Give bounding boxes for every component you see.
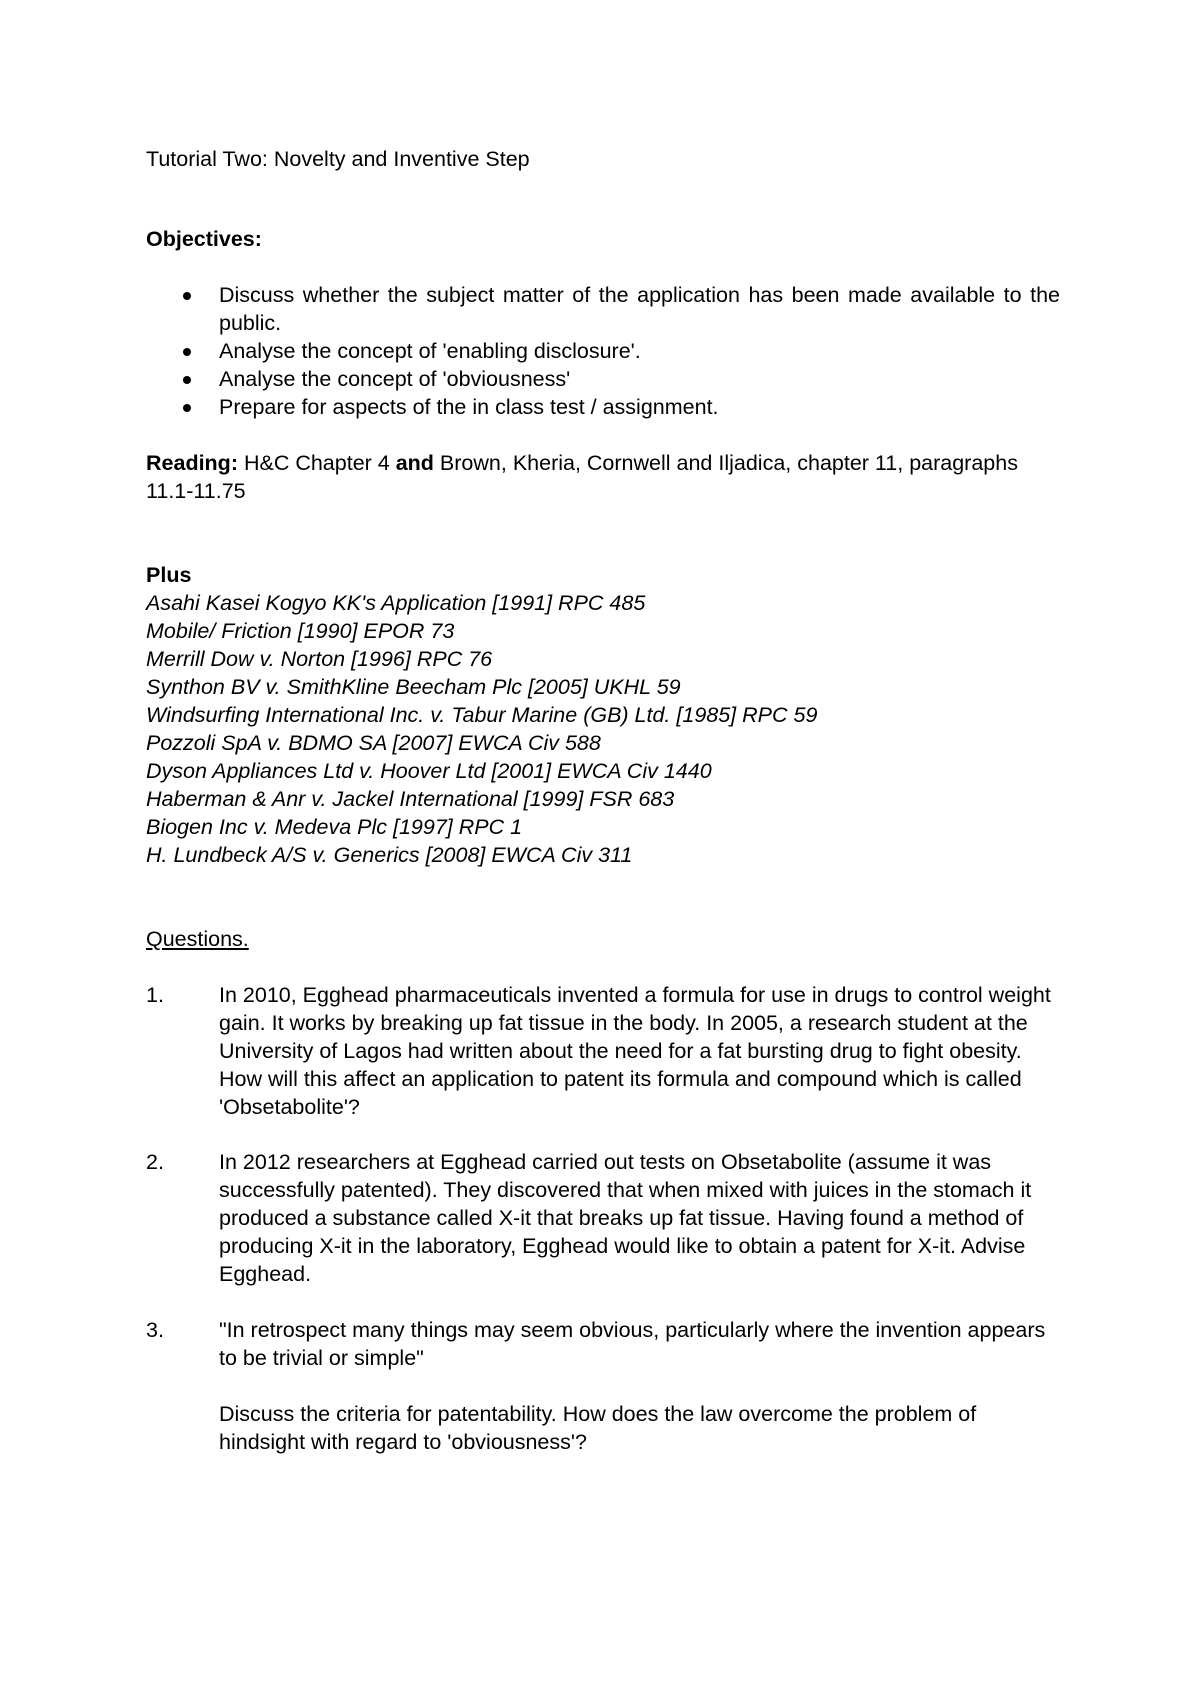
- objective-text: Discuss whether the subject matter of the application has been made available to the public.: [219, 283, 1060, 335]
- objective-text: Prepare for aspects of the in class test / assignment.: [219, 395, 719, 419]
- objectives-heading: Objectives:: [146, 227, 262, 251]
- case-citation: Merrill Dow v. Norton [1996] RPC 76: [146, 647, 493, 671]
- objective-text: Analyse the concept of 'obviousness': [219, 367, 571, 391]
- case-citation: Windsurfing International Inc. v. Tabur Marine (GB) Ltd. [1985] RPC 59: [146, 703, 818, 727]
- case-citation: Haberman & Anr v. Jackel International [1999] FSR 683: [146, 787, 675, 811]
- case-citation: H. Lundbeck A/S v. Generics [2008] EWCA Civ 311: [146, 843, 633, 867]
- objective-text: Analyse the concept of 'enabling disclosure'.: [219, 339, 641, 363]
- reading-text-part2: Brown, Kheria, Cornwell and Iljadica, chapter 11, paragraphs 11.1-11.75: [146, 451, 1018, 503]
- objective-item: [146, 337, 1060, 365]
- objectives-list: [146, 281, 1060, 421]
- case-citation: Biogen Inc v. Medeva Plc [1997] RPC 1: [146, 815, 523, 839]
- bullet-icon: [183, 404, 191, 412]
- bullet-icon: [183, 348, 191, 356]
- question-item: [146, 1316, 1060, 1456]
- objective-item: [146, 393, 1060, 421]
- questions-heading: Questions.: [146, 927, 249, 951]
- question-text: In 2010, Egghead pharmaceuticals invented a formula for use in drugs to control weight gain. It works by breaking up fat tissue in the body. In 2005, a research student at the University of Lagos had written about the need for a fat bursting drug to fight obesity. How will this affect an application to patent its formula and compound which is called 'Obsetabolite'?: [219, 983, 1051, 1119]
- case-citation: Synthon BV v. SmithKline Beecham Plc [2005] UKHL 59: [146, 675, 681, 699]
- case-citation: Mobile/ Friction [1990] EPOR 73: [146, 619, 455, 643]
- case-list: [146, 589, 1060, 869]
- bullet-icon: [183, 292, 191, 300]
- bullet-icon: [183, 376, 191, 384]
- question-number: 1.: [146, 983, 164, 1007]
- plus-heading: Plus: [146, 563, 192, 587]
- question-text: In 2012 researchers at Egghead carried out tests on Obsetabolite (assume it was successfully patented). They discovered that when mixed with juices in the stomach it produced a substance called X-it that breaks up fat tissue. Having found a method of producing X-it in the laboratory, Egghead would like to obtain a patent for X-it. Advise Egghead.: [219, 1150, 1032, 1286]
- objective-item: [146, 365, 1060, 393]
- document-title: Tutorial Two: Novelty and Inventive Step: [146, 147, 530, 171]
- reading-and: and: [395, 451, 434, 475]
- question-number: 3.: [146, 1318, 164, 1342]
- reading-paragraph: [146, 449, 1060, 505]
- question-quote: "In retrospect many things may seem obvious, particularly where the invention appears to be trivial or simple": [219, 1318, 1046, 1370]
- reading-text-part1: H&C Chapter 4: [237, 451, 396, 475]
- objective-item: [146, 281, 1060, 337]
- case-citation: Dyson Appliances Ltd v. Hoover Ltd [2001] EWCA Civ 1440: [146, 759, 712, 783]
- reading-label: Reading:: [146, 451, 238, 475]
- case-citation: Pozzoli SpA v. BDMO SA [2007] EWCA Civ 588: [146, 731, 601, 755]
- question-text: Discuss the criteria for patentability. How does the law overcome the problem of hindsight with regard to 'obviousness'?: [219, 1402, 977, 1454]
- question-item: [146, 1148, 1060, 1288]
- case-citation: Asahi Kasei Kogyo KK's Application [1991] RPC 485: [146, 591, 646, 615]
- question-number: 2.: [146, 1150, 164, 1174]
- question-item: [146, 981, 1060, 1121]
